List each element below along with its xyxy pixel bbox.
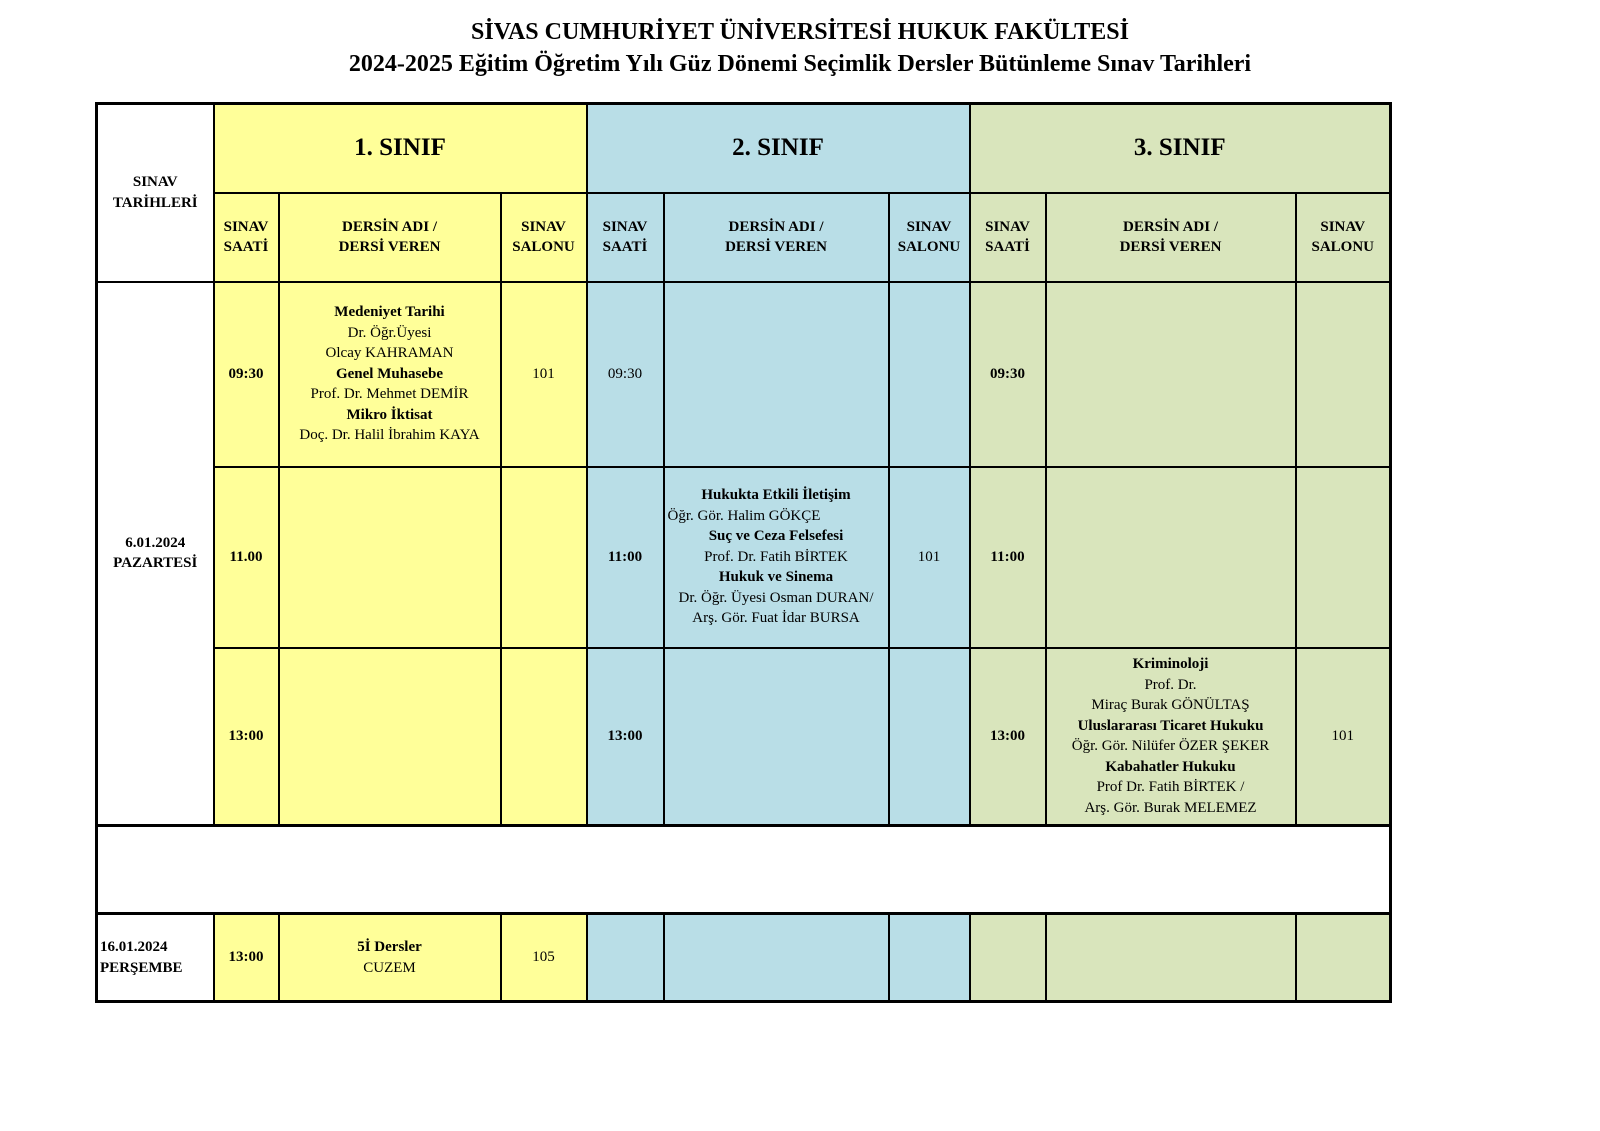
day2-c3-room (1296, 914, 1391, 1002)
day1-slot1-c2-room (889, 282, 970, 467)
page-subtitle: 2024-2025 Eğitim Öğretim Yılı Güz Dönemi Seçimlik Dersler Bütünleme Sınav Tarihleri (348, 51, 1252, 77)
day2-c2-time (587, 914, 664, 1002)
day1-slot3-c3-time: 13:00 (970, 648, 1046, 826)
day2-c3-time (970, 914, 1046, 1002)
class-2-header: 2. SINIF (587, 104, 970, 193)
day1-slot3-c1-course (279, 648, 501, 826)
exam-dates-label-1: SINAV (132, 174, 178, 191)
day1-slot1-c2-course (664, 282, 889, 467)
day2-c1-room: 105 (501, 914, 587, 1002)
header-row-classes (97, 104, 1391, 193)
spacer-cell (97, 826, 1391, 914)
c3-time-header: SINAV SAATİ (970, 193, 1046, 282)
day1-slot2-c3-room (1296, 467, 1391, 648)
day1-slot2-c2-room: 101 (889, 467, 970, 648)
day1-slot2-c2-time: 11:00 (587, 467, 664, 648)
day1-slot1-c1-room: 101 (501, 282, 587, 467)
table-row (97, 914, 1391, 1002)
spacer-row (97, 826, 1391, 914)
day1-slot2-c2-course: Hukukta Etkili İletişim Öğr. Gör. Halim GÖKÇE Suç ve Ceza Felsefesi Prof. Dr. Fatih BİRTEK Hukuk ve Sinema Dr. Öğr. Üyesi Osman DURAN/ Arş. Gör. Fuat İdar BURSA (664, 467, 889, 648)
day1-slot3-c1-time: 13:00 (214, 648, 279, 826)
day2-c2-course (664, 914, 889, 1002)
day1-slot2-c1-time: 11.00 (214, 467, 279, 648)
c2-time-header: SINAV SAATİ (587, 193, 664, 282)
day1-slot3-c1-room (501, 648, 587, 826)
class-1-header: 1. SINIF (214, 104, 587, 193)
day1-slot1-c1-course: Medeniyet Tarihi Dr. Öğr.Üyesi Olcay KAHRAMAN Genel Muhasebe Prof. Dr. Mehmet DEMİR Mikro İktisat Doç. Dr. Halil İbrahim KAYA (279, 282, 501, 467)
day1-slot2-c3-course (1046, 467, 1296, 648)
table-row (97, 282, 1391, 467)
exam-schedule-table (95, 102, 1392, 1003)
day2-c1-time: 13:00 (214, 914, 279, 1002)
day1-slot1-c3-room (1296, 282, 1391, 467)
day2-date-cell (97, 914, 214, 1002)
c2-course-header: DERSİN ADI / DERSİ VEREN (664, 193, 889, 282)
day1-slot3-c2-course (664, 648, 889, 826)
c3-course-header: DERSİN ADI / DERSİ VEREN (1046, 193, 1296, 282)
c2-room-header: SINAV SALONU (889, 193, 970, 282)
c1-course-header: DERSİN ADI / DERSİ VEREN (279, 193, 501, 282)
day1-slot1-c3-time: 09:30 (970, 282, 1046, 467)
header-row-columns (97, 193, 1391, 282)
day1-slot3-c2-time: 13:00 (587, 648, 664, 826)
day1-slot1-c1-time: 09:30 (214, 282, 279, 467)
day2-c3-course (1046, 914, 1296, 1002)
day2-c2-room (889, 914, 970, 1002)
day1-slot1-c2-time: 09:30 (587, 282, 664, 467)
day1-slot2-c1-room (501, 467, 587, 648)
day1-slot2-c1-course (279, 467, 501, 648)
c1-room-header: SINAV SALONU (501, 193, 587, 282)
page-title: SİVAS CUMHURİYET ÜNİVERSİTESİ HUKUK FAKÜLTESİ (471, 19, 1129, 45)
day1-date-cell (97, 282, 214, 826)
day1-slot2-c3-time: 11:00 (970, 467, 1046, 648)
day2-date: 16.01.2024 (100, 939, 168, 955)
day1-slot3-c3-room: 101 (1296, 648, 1391, 826)
table-row (97, 467, 1391, 648)
day1-slot3-c3-course: Kriminoloji Prof. Dr. Miraç Burak GÖNÜLTAŞ Uluslararası Ticaret Hukuku Öğr. Gör. Nilüfer ÖZER ŞEKER Kabahatler Hukuku Prof Dr. Fatih BİRTEK / Arş. Gör. Burak MELEMEZ (1046, 648, 1296, 826)
day1-weekday: PAZARTESİ (113, 555, 198, 572)
day1-slot1-c3-course (1046, 282, 1296, 467)
exam-dates-header (97, 104, 214, 282)
class-3-header: 3. SINIF (970, 104, 1391, 193)
exam-dates-label-2: TARİHLERİ (112, 194, 198, 211)
day1-date: 6.01.2024 (125, 534, 186, 551)
c1-time-header: SINAV SAATİ (214, 193, 279, 282)
day2-c1-course: 5İ Dersler CUZEM (279, 914, 501, 1002)
c3-room-header: SINAV SALONU (1296, 193, 1391, 282)
day2-weekday: PERŞEMBE (100, 959, 183, 976)
table-row (97, 648, 1391, 826)
day1-slot3-c2-room (889, 648, 970, 826)
